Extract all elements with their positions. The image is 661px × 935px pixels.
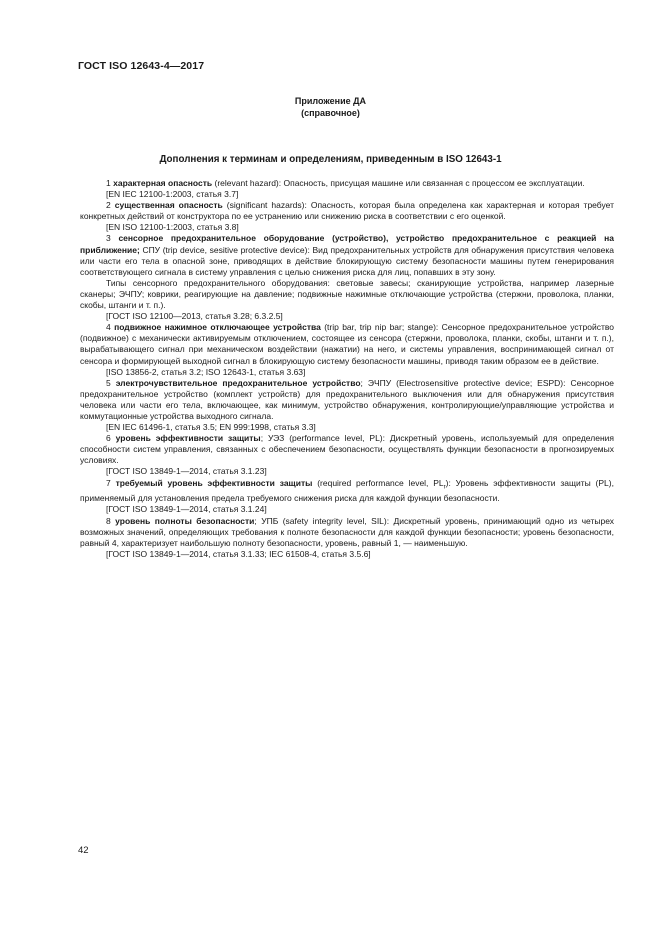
term-reference: [ГОСТ ISO 13849-1—2014, статья 3.1.24] xyxy=(106,504,267,515)
term-definition: (trip bar, trip nip bar; stange): Сенсорное предохранительное устройство (подвижное) с механически активируемым отключением, состоящее из сенсора (стержни, проволока, планки, скобы, штанги и т. п.), вырабатывающего сигнал при механическом воздействии (нажатии) на него, и системы управления, воспринимающей сигнал от сенсора и формирующей выходной сигнал в блокирующую систему безопасности машины, приводя таким образом ее в действие. xyxy=(80,322,614,366)
term-definition: (relevant hazard): Опасность, присущая машине или связанная с процессом ее эксплуатации. xyxy=(214,178,585,188)
appendix-subtitle: (справочное) xyxy=(301,108,360,118)
page-number: 42 xyxy=(78,845,89,856)
term-reference: [ГОСТ ISO 12100—2013, статья 3.28; 6.3.2.5] xyxy=(106,311,283,322)
term-entry-3 xyxy=(80,233,614,277)
term-definition: (required performance level, PL xyxy=(317,477,444,488)
term-number: 3 xyxy=(106,233,111,244)
term-reference: [ГОСТ ISO 13849-1—2014, статья 3.1.33; IEC 61508-4, статья 3.5.6] xyxy=(106,548,371,559)
terms-list xyxy=(80,178,614,560)
term-name: подвижное нажимное отключающее устройства xyxy=(114,322,321,333)
term-entry-1 xyxy=(80,178,614,189)
term-number: 8 xyxy=(106,515,111,526)
term-entry-7 xyxy=(80,478,614,505)
term-reference: [EN IEC 61496-1, статья 3.5; EN 999:1998, статья 3.3] xyxy=(106,422,316,433)
term-number: 2 xyxy=(106,200,111,211)
term-note: Типы сенсорного предохранительного оборудования: световые завесы; сканирующие устройства, например лазерные сканеры; ЭЧПУ; коврики, реагирующие на давление; подвижные нажимные отключающие устройства (стержни, проволока, планки, скобы, штанги и т. п.). xyxy=(80,277,614,311)
term-entry-6 xyxy=(80,433,614,466)
term-name: требуемый уровень эффективности защиты xyxy=(115,477,313,488)
document-header-id: ГОСТ ISO 12643-4—2017 xyxy=(78,60,205,72)
subscript-r: r xyxy=(443,484,446,491)
term-definition: ; УПБ (safety integrity level, SIL): Дискретный уровень, принимающий одно из четырех возможных значений, определяющих требования к полноте безопасности для каждой функции безопасности; уровень безопасности, равный 4, характеризует наибольшую полноту безопасности, уровень, равный 1, — наименьшую. xyxy=(80,515,614,548)
term-reference: [ISO 13856-2, статья 3.2; ISO 12643-1, статья 3.63] xyxy=(106,366,306,377)
term-reference: [ГОСТ ISO 13849-1—2014, статья 3.1.23] xyxy=(106,466,267,477)
term-definition: СПУ (trip device, sesitive protective device): Вид предохранительных устройств для обнаружения присутствия человека или части его тела в опасной зоне, приводящих в действие блокирующую систему безопасности машины путем генерирования соответствующего сигнала в систему управления с целью снижения риска для лиц, попавших в эту зону. xyxy=(80,244,614,277)
term-entry-4 xyxy=(80,322,614,366)
term-definition-cont: ): Уровень эффективности защиты (PL), применяемый для установления предела требуемого снижения риска для каждой функции безопасности. xyxy=(80,477,614,504)
appendix-title: Приложение ДА xyxy=(294,96,367,106)
term-name: уровень полноты безопасности xyxy=(115,515,255,526)
term-number: 5 xyxy=(106,377,111,388)
term-reference: [EN IEC 12100-1:2003, статья 3.7] xyxy=(106,189,239,200)
term-name: существенная опасность xyxy=(114,200,223,211)
section-title: Дополнения к терминам и определениям, приведенным в ISO 12643-1 xyxy=(159,154,502,165)
term-entry-8 xyxy=(80,516,614,549)
term-number: 7 xyxy=(106,477,111,488)
term-definition: ; ЭЧПУ (Electrosensitive protective device; ESPD): Сенсорное предохранительное устройство (комплект устройств) для предохранительного выключения или для обнаружения присутствия человека или части его тела, включающее, как минимум, устройство обнаружения, контролирующие/управляющие устройства и коммутационные устройства выходного сигнала. xyxy=(80,377,614,421)
term-name: электрочувствительное предохранительное устройство xyxy=(115,377,361,388)
term-name: характерная опасность xyxy=(113,178,213,188)
term-number: 4 xyxy=(106,322,111,333)
term-definition: (significant hazards): Опасность, которая была определена как характерная и которая требует конкретных действий от конструктора по ее устранению или снижению риска в соответствии с его оценкой. xyxy=(80,200,614,222)
term-definition: ; УЭЗ (performance level, PL): Дискретный уровень, используемый для определения способности систем управления, связанных с обеспечением безопасности, осуществлять функции безопасности в прогнозируемых условиях. xyxy=(80,433,614,466)
term-entry-5 xyxy=(80,378,614,422)
term-entry-2 xyxy=(80,200,614,222)
term-reference: [EN ISO 12100-1:2003, статья 3.8] xyxy=(106,222,239,233)
term-number: 6 xyxy=(106,433,111,444)
term-name: уровень эффективности защиты xyxy=(115,433,261,444)
term-name: сенсорное предохранительное оборудование (устройство), устройство предохранительное с реакцией на приближение; xyxy=(80,233,614,255)
term-number: 1 xyxy=(106,178,111,188)
